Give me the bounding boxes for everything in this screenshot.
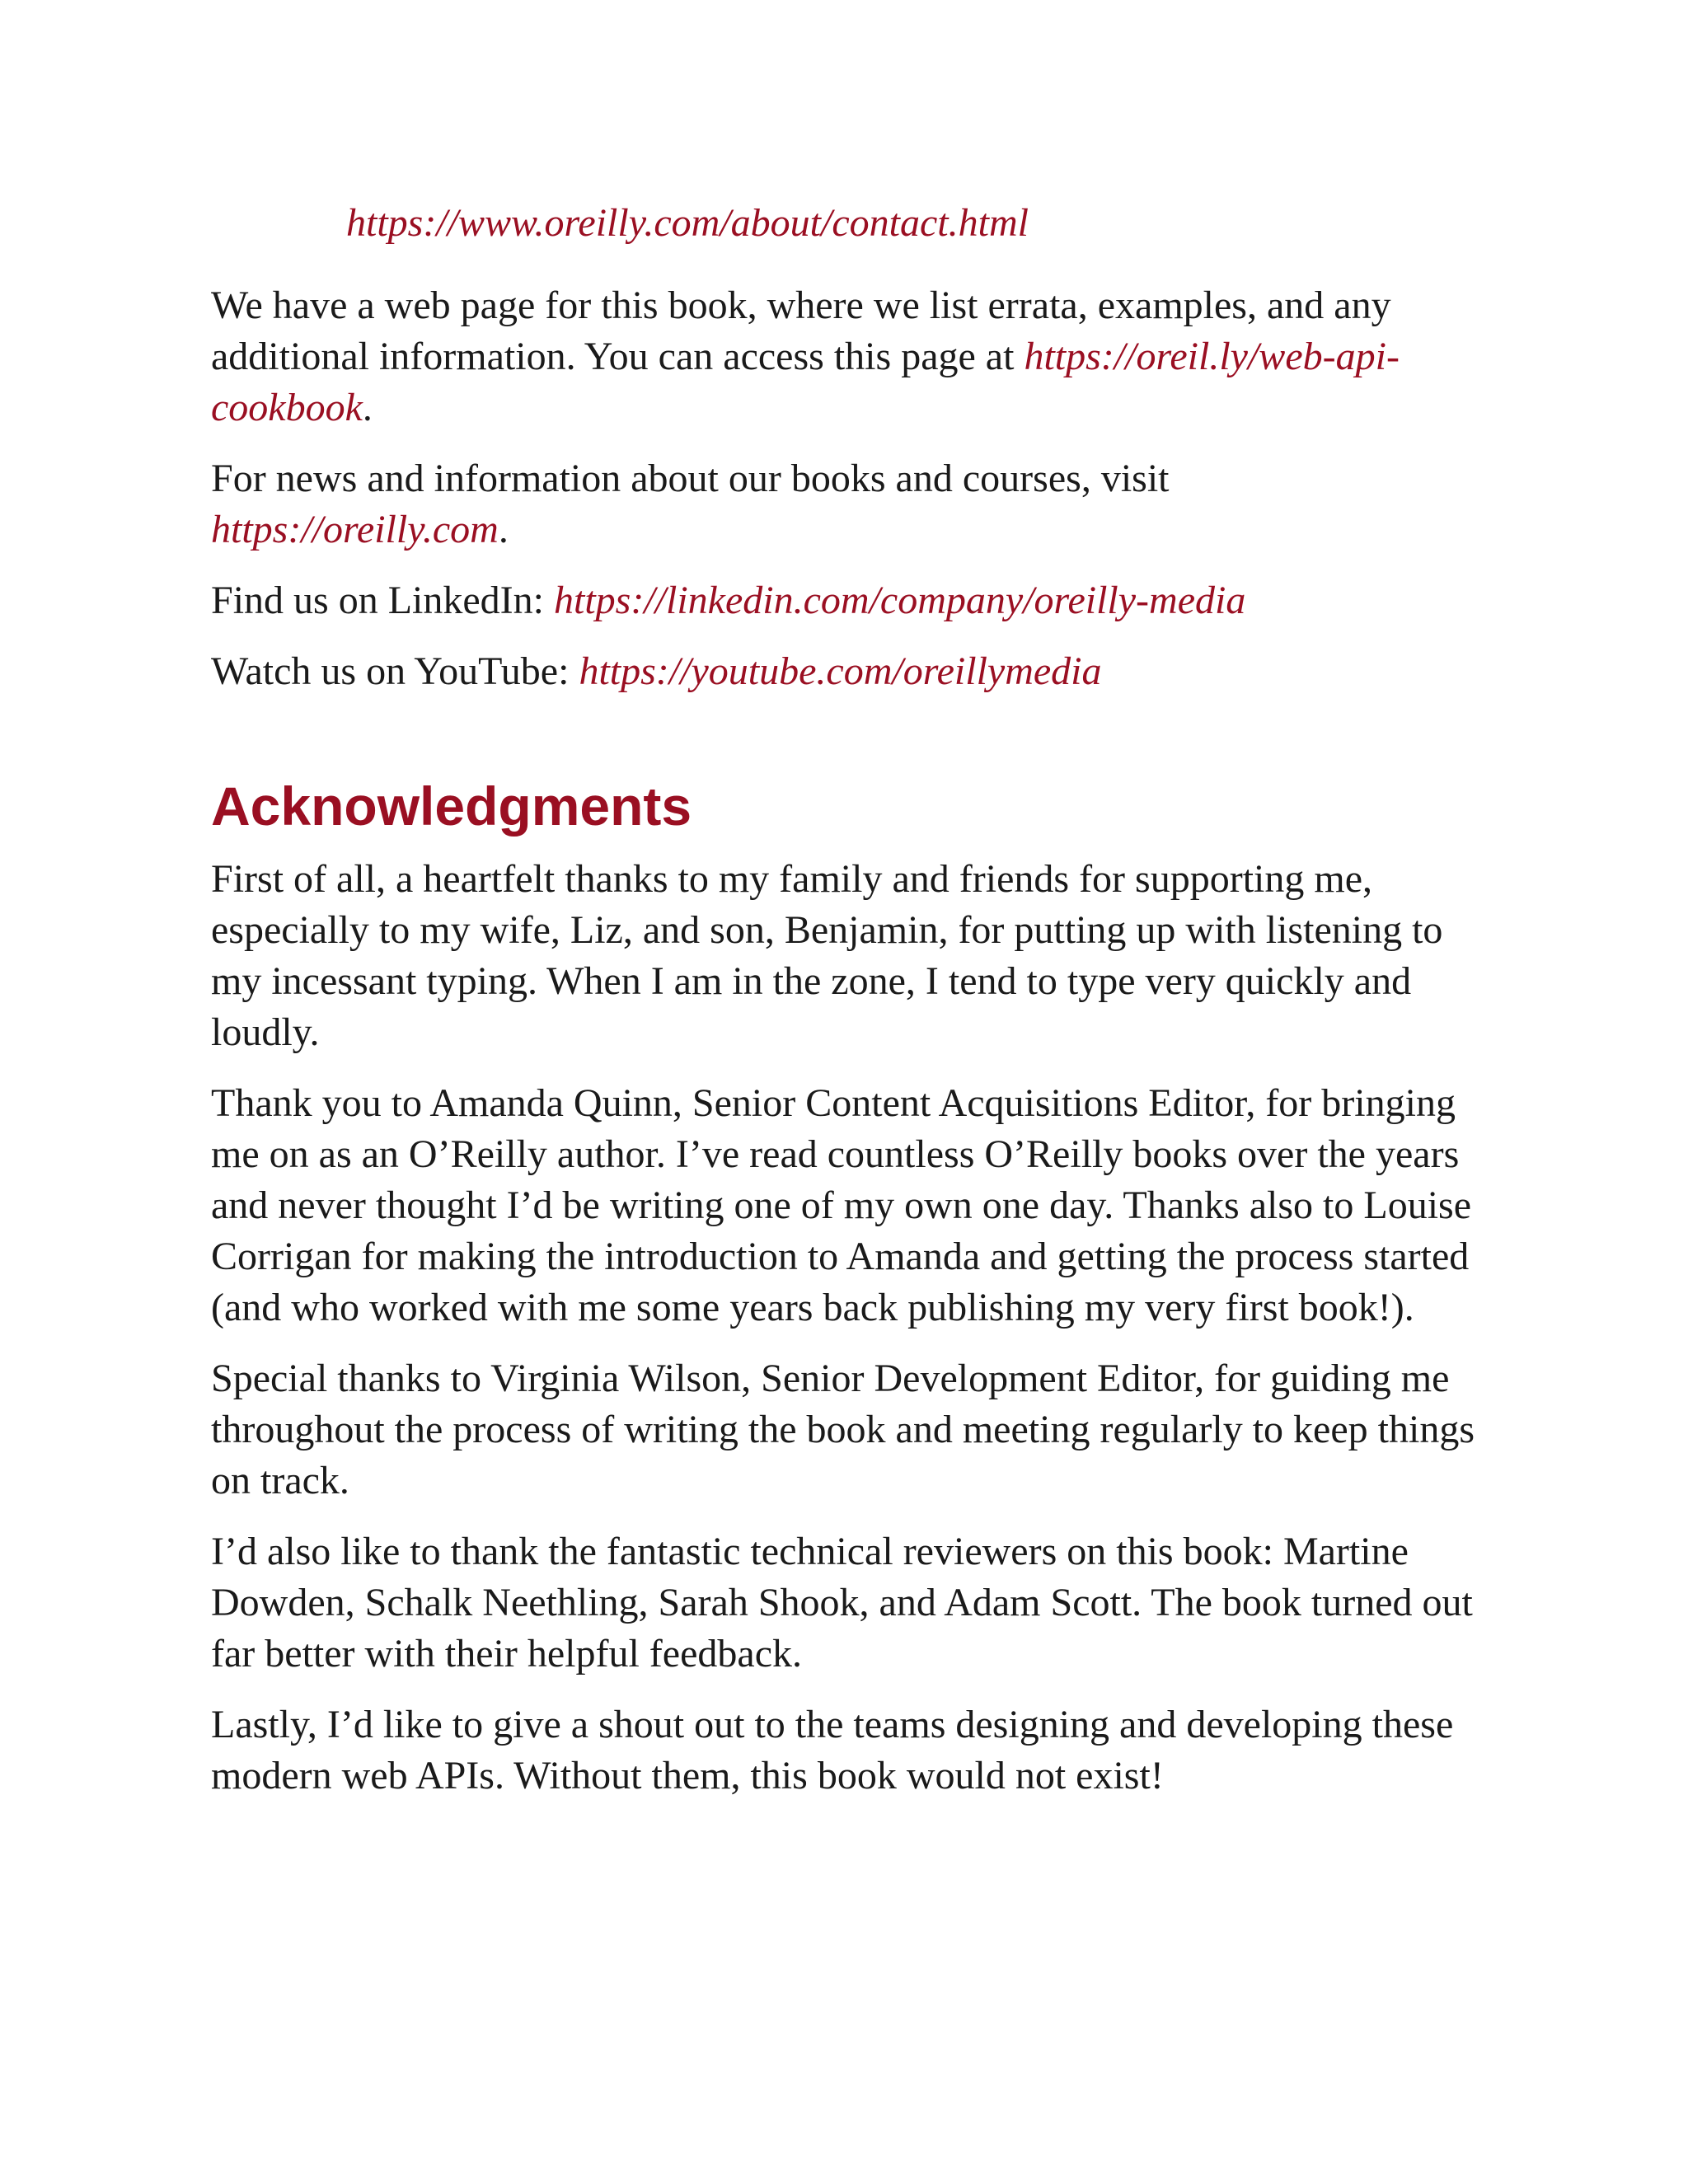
contact-line (346, 198, 1480, 249)
web-page-link[interactable]: https://oreil.ly/web-api-cookbook (211, 335, 1400, 429)
contact-link[interactable]: https://www.oreilly.com/about/contact.html (346, 201, 1029, 245)
linkedin-link[interactable]: https://linkedin.com/company/oreilly-media (554, 579, 1246, 622)
youtube-link[interactable]: https://youtube.com/oreillymedia (579, 649, 1102, 693)
web-page-text: We have a web page for this book, where we list errata, examples, and any additional information. You can access this page at (211, 284, 1391, 378)
youtube-paragraph (211, 646, 1480, 697)
web-page-paragraph (211, 280, 1480, 434)
ack-paragraph-reviewers: I’d also like to thank the fantastic technical reviewers on this book: Martine Dowden, Schalk Neethling, Sarah Shook, and Adam Scott. The book turned out far better with their helpful feedback. (211, 1530, 1473, 1675)
news-text: For news and information about our books and courses, visit (211, 457, 1170, 500)
oreilly-link[interactable]: https://oreilly.com (211, 508, 499, 551)
web-page-period: . (362, 386, 373, 429)
ack-paragraph-teams: Lastly, I’d like to give a shout out to the teams designing and developing these modern web APIs. Without them, this book would not exist! (211, 1703, 1454, 1797)
linkedin-text: Find us on LinkedIn: (211, 579, 554, 622)
acknowledgments-heading: Acknowledgments (211, 776, 692, 837)
page-content (211, 198, 1480, 1821)
linkedin-paragraph (211, 575, 1480, 626)
youtube-text: Watch us on YouTube: (211, 649, 579, 693)
ack-paragraph-development: Special thanks to Virginia Wilson, Senior Development Editor, for guiding me throughout the process of writing the book and meeting regularly to keep things on track. (211, 1357, 1475, 1502)
ack-paragraph-family: First of all, a heartfelt thanks to my family and friends for supporting me, especially to my wife, Liz, and son, Benjamin, for putting up with listening to my incessant typing. When I am in the zone, I tend to type very quickly and loudly. (211, 857, 1443, 1054)
news-paragraph (211, 453, 1480, 555)
ack-paragraph-editor: Thank you to Amanda Quinn, Senior Content Acquisitions Editor, for bringing me on as an O’Reilly author. I’ve read countless O’Reilly books over the years and never thought I’d be writing one of my own one day. Thanks also to Louise Corrigan for making the introduction to Amanda and getting the process started (and who worked with me some years back publishing my very first book!). (211, 1081, 1472, 1329)
news-period: . (498, 508, 509, 551)
